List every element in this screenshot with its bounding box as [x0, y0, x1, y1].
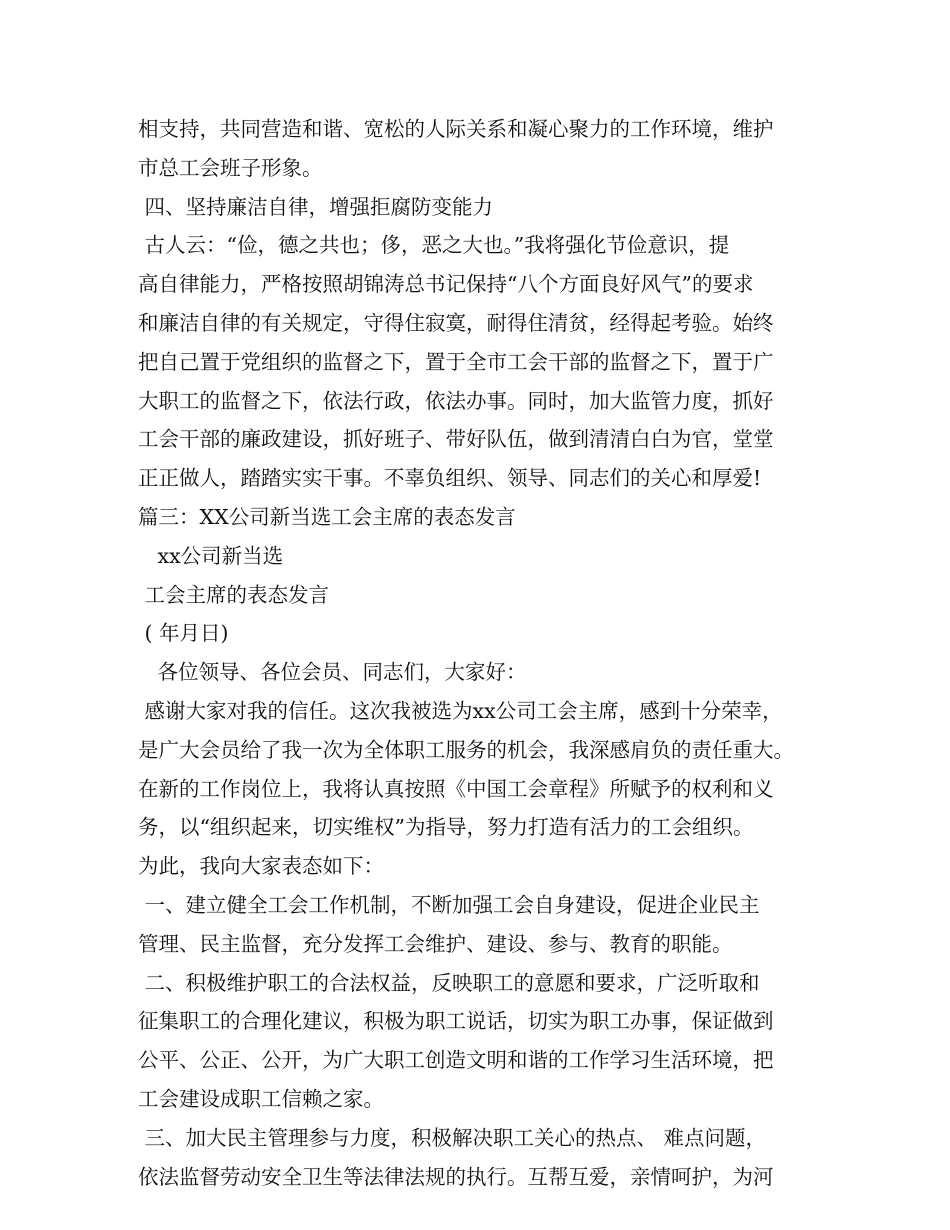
text-line: 在新的工作岗位上，我将认真按照《中国工会章程》所赋予的权利和义 [138, 776, 774, 801]
text-line: 工会干部的廉政建设，抓好班子、带好队伍，做到清清白白为官，堂堂 [138, 427, 774, 452]
date-line: ( 年月日) [138, 621, 229, 646]
text-line: 相支持，共同营造和谐、宽松的人际关系和凝心聚力的工作环境，维护 [138, 117, 774, 141]
text-line: 是广大会员给了我一次为全体职工服务的机会，我深感肩负的责任重大。 [138, 737, 794, 762]
text-line: 三、加大民主管理参与力度，积极解决职工关心的热点、 难点问题， [138, 1125, 767, 1150]
section-heading: 四、坚持廉洁自律，增强拒腐防变能力 [138, 194, 494, 219]
text-line: 大职工的监督之下，依法行政，依法办事。同时，加大监管力度，抓好 [138, 388, 774, 413]
text-line: 古人云：“俭，德之共也；侈，恶之大也。”我将强化节俭意识，提 [138, 233, 730, 258]
text-line: 把自己置于党组织的监督之下，置于全市工会干部的监督之下，置于广 [138, 349, 774, 374]
text-line: 正正做人，踏踏实实干事。不辜负组织、领导、同志们的关心和厚爱! [138, 466, 762, 491]
text-line: 二、积极维护职工的合法权益，反映职工的意愿和要求，广泛听取和 [138, 970, 760, 995]
salutation: 各位领导、各位会员、同志们，大家好： [138, 660, 527, 685]
article-title: 篇三：XX公司新当选工会主席的表态发言 [138, 504, 516, 529]
text-line: 和廉洁自律的有关规定，守得住寂寞，耐得住清贫，经得起考验。始终 [138, 310, 774, 335]
text-line: 征集职工的合理化建议，积极为职工说话，切实为职工办事，保证做到 [138, 1009, 774, 1034]
text-line: 为此，我向大家表态如下： [138, 854, 384, 879]
speech-title-line-1: xx公司新当选 [138, 543, 284, 568]
text-line: 务，以“组织起来，切实维权”为指导，努力打造有活力的工会组织。 [138, 815, 754, 840]
document-body [138, 110, 828, 1196]
text-line: 一、建立健全工会工作机制，不断加强工会自身建设，促进企业民主 [138, 892, 760, 917]
text-line: 高自律能力，严格按照胡锦涛总书记保持“八个方面良好风气”的要求 [138, 272, 754, 297]
text-line: 工会建设成职工信赖之家。 [138, 1086, 384, 1111]
text-line: 公平、公正、公开，为广大职工创造文明和谐的工作学习生活环境，把 [138, 1048, 774, 1073]
text-line: 依法监督劳动安全卫生等法律法规的执行。互帮互爱，亲情呵护，为河 [138, 1164, 774, 1189]
text-line: 感谢大家对我的信任。这次我被选为xx公司工会主席，感到十分荣幸， [138, 698, 783, 723]
text-line: 管理、民主监督，充分发挥工会维护、建设、参与、教育的职能。 [138, 931, 733, 956]
text-line: 市总工会班子形象。 [138, 155, 323, 180]
speech-title-line-2: 工会主席的表态发言 [138, 582, 330, 607]
